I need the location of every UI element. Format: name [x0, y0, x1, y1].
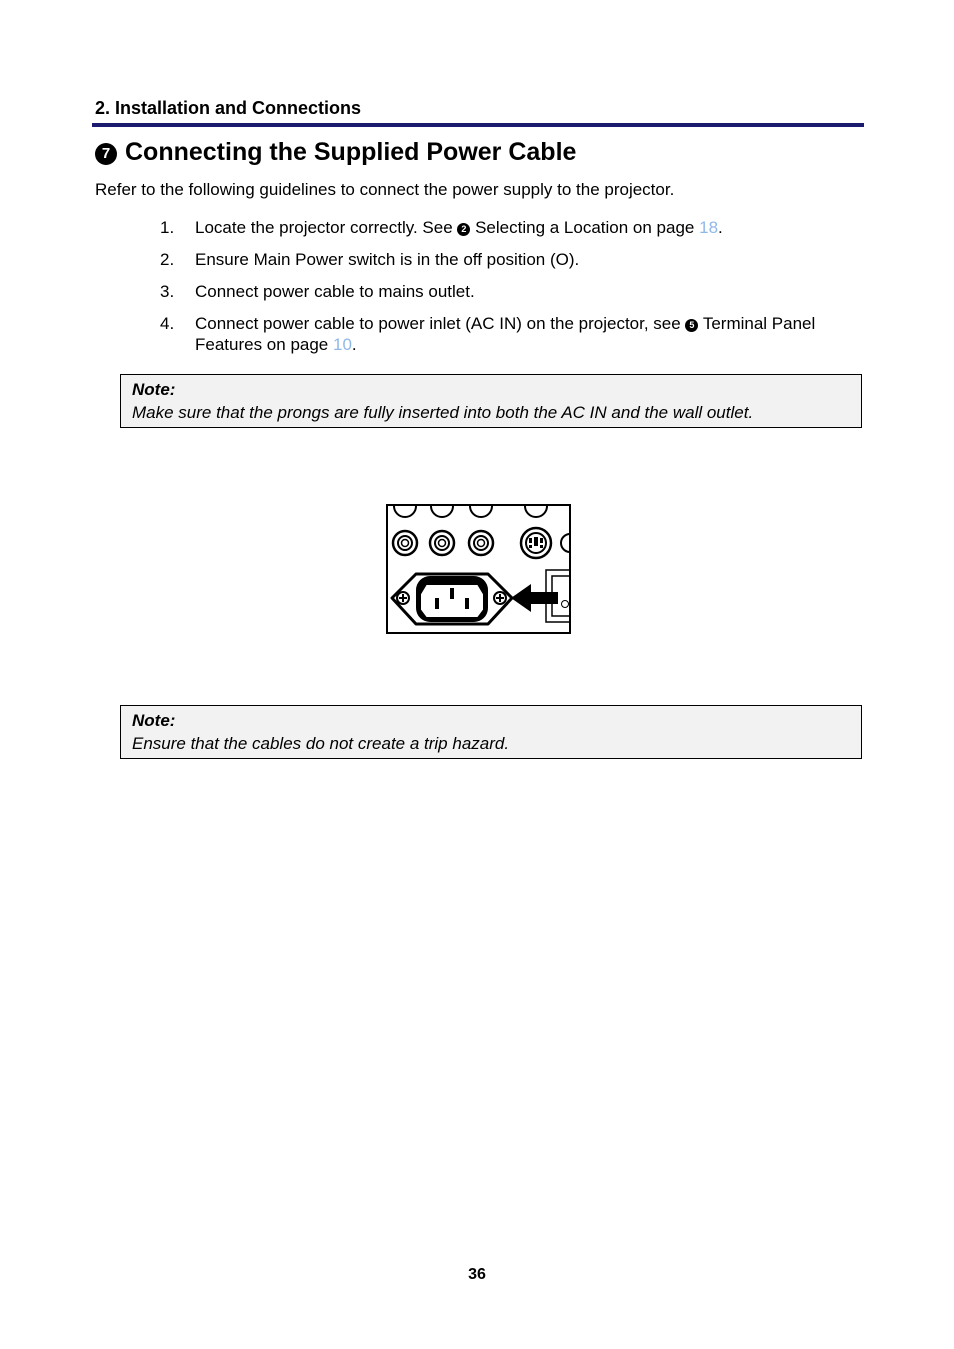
reference-bullet: 2: [457, 223, 470, 236]
step-text-part: .: [351, 335, 357, 354]
list-item: [160, 217, 850, 238]
reference-bullet: 5: [685, 319, 698, 332]
step-text: Ensure Main Power switch is in the off position (O).: [195, 250, 580, 269]
list-item: [160, 281, 850, 302]
step-text-part: .: [718, 218, 723, 237]
note-box: [120, 374, 862, 428]
intro-paragraph: Refer to the following guidelines to connect the power supply to the projector.: [95, 180, 675, 199]
step-number: 4.: [160, 314, 175, 333]
step-number: 3.: [160, 282, 175, 301]
page-link[interactable]: 18: [699, 218, 719, 237]
page-number: 36: [468, 1266, 486, 1283]
section-title-text: Connecting the Supplied Power Cable: [125, 138, 577, 166]
step-text-part: Locate the projector correctly. See: [195, 218, 458, 237]
step-number: 2.: [160, 250, 175, 269]
page-link[interactable]: 10: [332, 335, 352, 354]
steps-list: [160, 217, 850, 366]
section-number-bullet: 7: [95, 143, 117, 165]
chapter-heading: 2. Installation and Connections: [95, 98, 362, 118]
section-title: [95, 138, 576, 167]
note-text: Ensure that the cables do not create a trip hazard.: [132, 734, 510, 753]
header-rule: [92, 123, 864, 127]
note-heading: Note:: [132, 380, 176, 399]
step-text-part: Selecting a Location on page: [470, 218, 700, 237]
list-item: [160, 249, 850, 270]
step-number: 1.: [160, 218, 175, 237]
step-text: Connect power cable to mains outlet.: [195, 282, 475, 301]
note-heading: Note:: [132, 711, 176, 730]
step-text: [195, 217, 850, 238]
note-box: [120, 705, 862, 759]
list-item: [160, 313, 850, 355]
note-text: Make sure that the prongs are fully inserted into both the AC IN and the wall outlet.: [132, 403, 754, 422]
step-text: [195, 313, 850, 355]
ac-inlet-illustration: [386, 504, 571, 634]
step-text-part: Connect power cable to power inlet (AC IN) on the projector, see: [195, 314, 686, 333]
step-text-part: Terminal Panel Features on page: [195, 314, 816, 354]
